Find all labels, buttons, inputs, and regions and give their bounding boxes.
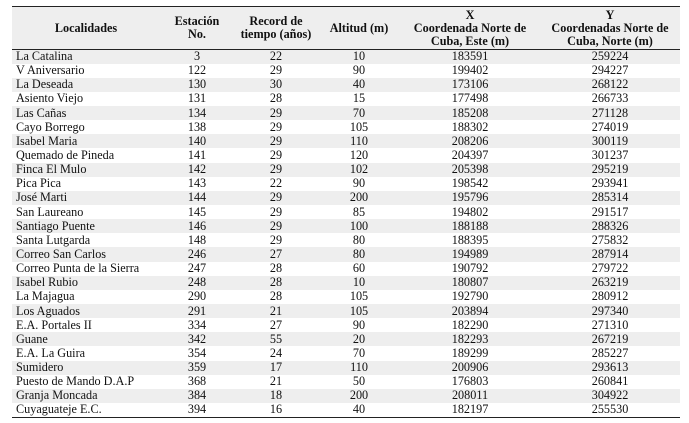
cell-estacion: 143 bbox=[187, 176, 207, 191]
cell-x: 203894 bbox=[451, 304, 489, 318]
cell-y: 297340 bbox=[591, 304, 629, 318]
cell-localidad: Guane bbox=[16, 332, 48, 346]
cell-localidad: La Majagua bbox=[16, 289, 75, 304]
cell-x: 188395 bbox=[451, 233, 489, 247]
cell-estacion: 384 bbox=[187, 388, 207, 403]
cell-x: 173106 bbox=[451, 77, 489, 92]
header-y-line-3: Cuba, Norte (m) bbox=[567, 33, 653, 48]
table-row bbox=[12, 205, 680, 219]
cell-localidad: La Catalina bbox=[16, 49, 73, 64]
table-row bbox=[12, 318, 680, 332]
cell-record: 29 bbox=[269, 162, 283, 177]
cell-estacion: 290 bbox=[187, 289, 207, 304]
cell-altitud: 15 bbox=[352, 91, 366, 106]
cell-localidad: Correo Punta de la Sierra bbox=[16, 261, 140, 276]
cell-x: 185208 bbox=[451, 106, 489, 120]
cell-record: 29 bbox=[269, 219, 283, 233]
cell-estacion: 368 bbox=[187, 374, 207, 389]
cell-y: 279722 bbox=[591, 261, 629, 276]
cell-record: 27 bbox=[269, 318, 283, 332]
cell-localidad: V Aniversario bbox=[16, 63, 85, 78]
cell-altitud: 80 bbox=[352, 233, 366, 247]
cell-estacion: 3 bbox=[193, 49, 201, 64]
table-row bbox=[12, 361, 680, 375]
cell-x: 199402 bbox=[451, 63, 489, 78]
cell-localidad: La Deseada bbox=[16, 77, 74, 92]
header-x-line-1: X bbox=[465, 7, 475, 22]
cell-altitud: 110 bbox=[350, 360, 368, 375]
cell-altitud: 20 bbox=[352, 332, 366, 346]
cell-x: 208206 bbox=[451, 134, 489, 148]
cell-y: 274019 bbox=[591, 120, 629, 134]
cell-altitud: 50 bbox=[352, 374, 366, 389]
cell-y: 255530 bbox=[540, 403, 680, 417]
header-estacion-line-2: No. bbox=[188, 27, 206, 41]
cell-altitud: 40 bbox=[352, 77, 366, 92]
table-row bbox=[12, 50, 680, 64]
cell-estacion: 138 bbox=[187, 120, 207, 134]
cell-x: 200906 bbox=[451, 360, 489, 375]
cell-record: 29 bbox=[269, 233, 283, 247]
cell-altitud: 90 bbox=[352, 318, 366, 332]
cell-localidad: Cayo Borrego bbox=[16, 120, 85, 134]
cell-altitud: 105 bbox=[349, 120, 369, 134]
cell-altitud: 60 bbox=[352, 261, 366, 276]
cell-record: 28 bbox=[269, 289, 283, 304]
cell-estacion: 142 bbox=[187, 162, 207, 177]
table-row bbox=[12, 120, 680, 134]
header-y-line-1: Y bbox=[605, 7, 615, 22]
cell-record: 29 bbox=[269, 106, 283, 120]
table-row bbox=[12, 148, 680, 162]
header-estacion-line-1: Estación bbox=[174, 14, 220, 28]
cell-altitud: 10 bbox=[352, 275, 366, 290]
cell-x: 182197 bbox=[400, 403, 540, 417]
cell-y: 304922 bbox=[591, 388, 629, 403]
table-row bbox=[12, 290, 680, 304]
cell-estacion: 146 bbox=[187, 219, 207, 233]
cell-y: 295219 bbox=[591, 162, 629, 177]
cell-estacion: 140 bbox=[187, 134, 207, 148]
cell-localidad: Granja Moncada bbox=[16, 388, 98, 403]
cell-record: 27 bbox=[269, 247, 283, 262]
cell-localidad: San Laureano bbox=[16, 205, 84, 219]
cell-y: 275832 bbox=[591, 233, 629, 247]
cell-x: 190792 bbox=[451, 261, 489, 276]
cell-y: 259224 bbox=[591, 49, 629, 64]
cell-localidad: Santa Lutgarda bbox=[16, 233, 91, 247]
header-record-line-2: tiempo (años) bbox=[240, 27, 312, 41]
cell-altitud: 105 bbox=[349, 304, 369, 318]
cell-estacion: 134 bbox=[187, 106, 207, 120]
cell-y: 301237 bbox=[591, 148, 629, 163]
cell-x: 183591 bbox=[451, 49, 489, 64]
cell-y: 280912 bbox=[591, 289, 629, 304]
cell-estacion: 145 bbox=[187, 205, 207, 219]
cell-record: 28 bbox=[269, 275, 283, 290]
cell-altitud: 110 bbox=[350, 134, 368, 148]
table-row bbox=[12, 92, 680, 106]
cell-x: 182290 bbox=[451, 318, 489, 332]
cell-estacion: 247 bbox=[187, 261, 207, 276]
cell-localidad: Las Cañas bbox=[16, 106, 67, 120]
cell-estacion: 246 bbox=[187, 247, 207, 262]
table-row bbox=[12, 177, 680, 191]
cell-x: 194989 bbox=[451, 247, 489, 262]
cell-y: 285314 bbox=[591, 190, 629, 205]
cell-localidad: Pica Pica bbox=[16, 176, 62, 191]
cell-y: 260841 bbox=[591, 374, 629, 389]
cell-x: 180807 bbox=[451, 275, 489, 290]
cell-y: 267219 bbox=[591, 332, 629, 346]
table-row bbox=[12, 403, 680, 417]
cell-y: 285227 bbox=[591, 346, 629, 361]
cell-altitud: 10 bbox=[352, 49, 366, 64]
cell-estacion: 130 bbox=[187, 77, 207, 92]
cell-y: 263219 bbox=[591, 275, 629, 290]
cell-record: 29 bbox=[269, 205, 283, 219]
header-record bbox=[234, 7, 318, 50]
table-row bbox=[12, 389, 680, 403]
cell-estacion: 131 bbox=[187, 91, 207, 106]
table-row bbox=[12, 375, 680, 389]
cell-localidad: Isabel Rubio bbox=[16, 275, 78, 290]
cell-x: 192790 bbox=[451, 289, 489, 304]
cell-y: 287914 bbox=[591, 247, 629, 262]
cell-estacion: 354 bbox=[187, 346, 207, 361]
table-row bbox=[12, 276, 680, 290]
header-record-line-1: Record de bbox=[249, 14, 303, 28]
cell-altitud: 200 bbox=[349, 388, 369, 403]
cell-altitud: 100 bbox=[349, 219, 369, 233]
cell-altitud: 90 bbox=[352, 63, 366, 78]
cell-localidad: Santiago Puente bbox=[16, 219, 95, 233]
cell-record: 29 bbox=[269, 190, 283, 205]
cell-record: 21 bbox=[269, 304, 283, 318]
table-row bbox=[12, 64, 680, 78]
cell-x: 188188 bbox=[451, 219, 489, 233]
cell-record: 55 bbox=[269, 332, 283, 346]
table-row bbox=[12, 304, 680, 318]
table-row bbox=[12, 134, 680, 148]
cell-estacion: 148 bbox=[187, 233, 207, 247]
cell-estacion: 359 bbox=[187, 360, 207, 375]
cell-altitud: 90 bbox=[352, 176, 366, 191]
cell-x: 188302 bbox=[451, 120, 489, 134]
cell-altitud: 70 bbox=[352, 346, 366, 361]
header-x-line-3: Cuba, Este (m) bbox=[430, 33, 510, 48]
cell-localidad: Cuyaguateje E.C. bbox=[12, 403, 160, 417]
cell-altitud: 120 bbox=[349, 148, 369, 163]
cell-x: 204397 bbox=[451, 148, 489, 163]
cell-x: 205398 bbox=[451, 162, 489, 177]
cell-localidad: José Marti bbox=[16, 190, 68, 205]
cell-x: 208011 bbox=[451, 388, 489, 403]
cell-y: 266733 bbox=[591, 91, 629, 106]
header-altitud: Altitud (m) bbox=[318, 7, 400, 50]
cell-x: 198542 bbox=[451, 176, 489, 191]
header-y-line-2: Coordenadas Norte de bbox=[551, 20, 669, 35]
cell-estacion: 291 bbox=[187, 304, 207, 318]
cell-estacion: 141 bbox=[187, 148, 207, 163]
cell-localidad: Sumidero bbox=[16, 360, 64, 375]
cell-y: 293941 bbox=[591, 176, 629, 191]
cell-record: 28 bbox=[269, 261, 283, 276]
cell-estacion: 248 bbox=[187, 275, 207, 290]
cell-record: 28 bbox=[269, 91, 283, 106]
cell-record: 21 bbox=[269, 374, 283, 389]
stations-table bbox=[12, 6, 680, 418]
table-body bbox=[12, 50, 680, 418]
table-header bbox=[12, 7, 680, 50]
cell-record: 22 bbox=[269, 49, 283, 64]
cell-y: 288326 bbox=[591, 219, 629, 233]
cell-estacion: 394 bbox=[160, 403, 234, 417]
cell-x: 182293 bbox=[451, 332, 489, 346]
cell-record: 29 bbox=[269, 63, 283, 78]
cell-y: 268122 bbox=[591, 77, 629, 92]
cell-localidad: E.A. La Guira bbox=[16, 346, 86, 361]
table-row bbox=[12, 346, 680, 360]
cell-altitud: 105 bbox=[349, 289, 369, 304]
cell-x: 176803 bbox=[451, 374, 489, 389]
cell-localidad: Puesto de Mando D.A.P bbox=[16, 374, 135, 389]
cell-estacion: 334 bbox=[187, 318, 207, 332]
cell-localidad: Isabel Maria bbox=[16, 134, 78, 148]
cell-x: 194802 bbox=[451, 205, 489, 219]
table-row bbox=[12, 233, 680, 247]
cell-localidad: E.A. Portales II bbox=[16, 318, 92, 332]
cell-altitud: 102 bbox=[349, 162, 369, 177]
cell-y: 271310 bbox=[591, 318, 629, 332]
cell-localidad: Quemado de Pineda bbox=[16, 148, 115, 163]
cell-record: 30 bbox=[269, 77, 283, 92]
cell-localidad: Asiento Viejo bbox=[16, 91, 84, 106]
cell-altitud: 40 bbox=[318, 403, 400, 417]
cell-y: 271128 bbox=[591, 106, 629, 120]
cell-estacion: 342 bbox=[187, 332, 207, 346]
cell-altitud: 200 bbox=[349, 190, 369, 205]
cell-x: 195796 bbox=[451, 190, 489, 205]
header-x bbox=[400, 7, 540, 50]
cell-altitud: 80 bbox=[352, 247, 366, 262]
table-row bbox=[12, 219, 680, 233]
table-row bbox=[12, 332, 680, 346]
cell-estacion: 144 bbox=[187, 190, 207, 205]
cell-estacion: 122 bbox=[187, 63, 207, 78]
cell-y: 300119 bbox=[591, 134, 629, 148]
cell-record: 22 bbox=[269, 176, 283, 191]
cell-y: 294227 bbox=[591, 63, 629, 78]
cell-y: 291517 bbox=[591, 205, 629, 219]
cell-record: 29 bbox=[269, 134, 283, 148]
cell-x: 189299 bbox=[451, 346, 489, 361]
cell-localidad: Los Aguados bbox=[16, 304, 80, 318]
cell-localidad: Finca El Mulo bbox=[16, 162, 87, 177]
header-localidades: Localidades bbox=[12, 7, 160, 50]
cell-localidad: Correo San Carlos bbox=[16, 247, 107, 262]
cell-altitud: 85 bbox=[352, 205, 366, 219]
header-x-line-2: Coordenada Norte de bbox=[413, 20, 527, 35]
cell-record: 16 bbox=[234, 403, 318, 417]
cell-record: 29 bbox=[269, 148, 283, 163]
cell-record: 29 bbox=[269, 120, 283, 134]
table-row bbox=[12, 262, 680, 276]
cell-y: 293613 bbox=[591, 360, 629, 375]
cell-x: 177498 bbox=[451, 91, 489, 106]
header-y bbox=[540, 7, 680, 50]
table-row bbox=[12, 163, 680, 177]
cell-altitud: 70 bbox=[352, 106, 366, 120]
cell-record: 18 bbox=[269, 388, 283, 403]
table-row bbox=[12, 78, 680, 92]
cell-record: 24 bbox=[269, 346, 283, 361]
table-row bbox=[12, 106, 680, 120]
table-row bbox=[12, 191, 680, 205]
table-row bbox=[12, 247, 680, 261]
cell-record: 17 bbox=[269, 360, 283, 375]
header-estacion bbox=[160, 7, 234, 50]
